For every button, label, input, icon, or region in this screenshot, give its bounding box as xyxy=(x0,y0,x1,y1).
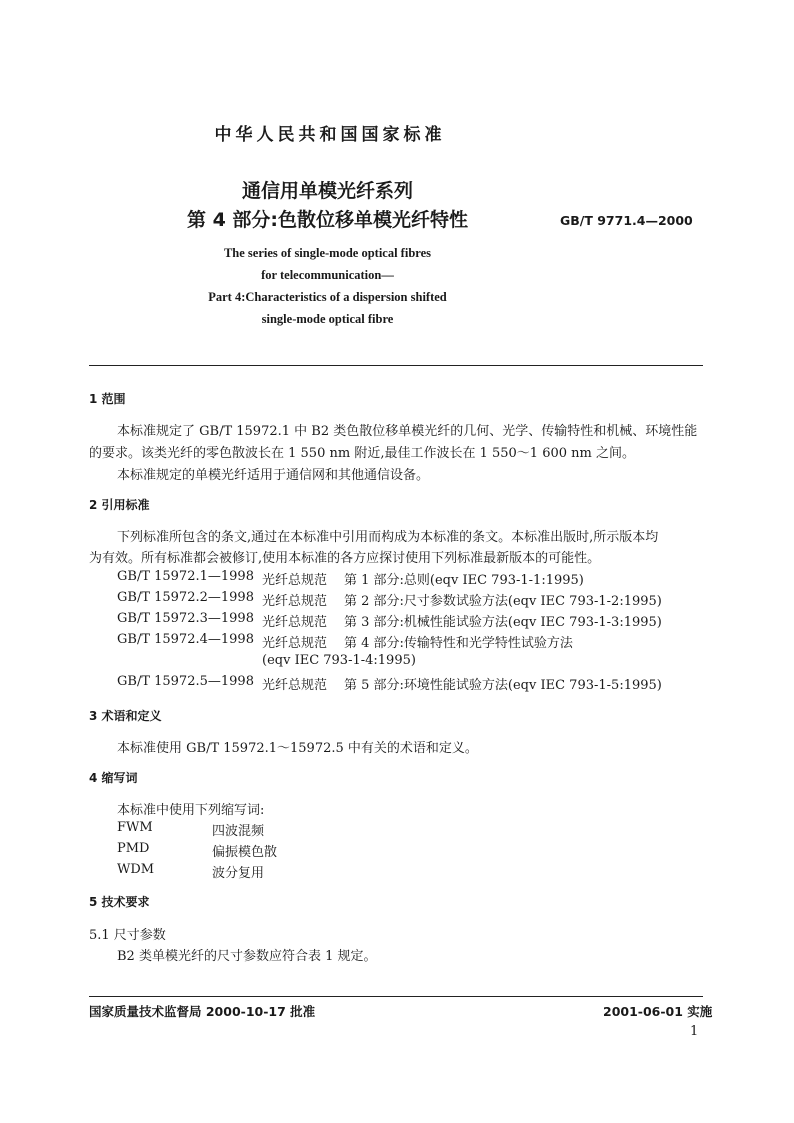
section-2-paragraph-line: 下列标准所包含的条文,通过在本标准中引用而构成为本标准的条文。本标准出版时,所示版本均 xyxy=(117,530,659,545)
document-title-line1: 通信用单模光纤系列 xyxy=(241,180,413,202)
document-title-line2: 第 4 部分:色散位移单模光纤特性 xyxy=(186,209,469,231)
reference-code: GB/T 15972.4—1998 xyxy=(117,632,254,647)
section-1-paragraph: 本标准规定的单模光纤适用于通信网和其他通信设备。 xyxy=(117,468,430,483)
english-title-line: Part 4:Characteristics of a dispersion shifted xyxy=(208,290,447,304)
english-title-line: The series of single-mode optical fibres xyxy=(223,246,432,260)
reference-part: 第 1 部分:总则(eqv IEC 793-1-1:1995) xyxy=(344,573,584,588)
implementation-date: 2001-06-01 实施 xyxy=(603,1004,713,1019)
section-4-intro: 本标准中使用下列缩写词: xyxy=(117,803,265,818)
section-1-paragraph-line: 本标准规定了 GB/T 15972.1 中 B2 类色散位移单模光纤的几何、光学、传输特性和机械、环境性能 xyxy=(117,424,698,439)
english-title-line: single-mode optical fibre xyxy=(261,312,394,326)
abbreviation-meaning: 波分复用 xyxy=(212,866,265,881)
section-5-heading: 5 技术要求 xyxy=(89,895,150,909)
header-divider xyxy=(89,365,703,366)
reference-code: GB/T 15972.2—1998 xyxy=(117,590,254,605)
reference-code: GB/T 15972.1—1998 xyxy=(117,569,254,584)
standard-number: GB/T 9771.4—2000 xyxy=(560,213,693,228)
section-1-paragraph-line: 的要求。该类光纤的零色散波长在 1 550 nm 附近,最佳工作波长在 1 550～1 600 nm 之间。 xyxy=(89,446,635,461)
section-1-heading: 1 范围 xyxy=(89,392,126,406)
section-3-paragraph: 本标准使用 GB/T 15972.1～15972.5 中有关的术语和定义。 xyxy=(117,741,478,756)
reference-name: 光纤总规范 xyxy=(262,678,328,693)
abbreviation-meaning: 偏振模色散 xyxy=(212,845,278,860)
reference-part: 第 5 部分:环境性能试验方法(eqv IEC 793-1-5:1995) xyxy=(344,678,662,693)
reference-name: 光纤总规范 xyxy=(262,573,328,588)
reference-name: 光纤总规范 xyxy=(262,615,328,630)
reference-name: 光纤总规范 xyxy=(262,636,328,651)
reference-code: GB/T 15972.5—1998 xyxy=(117,674,254,689)
footer-divider xyxy=(89,996,703,997)
reference-name: 光纤总规范 xyxy=(262,594,328,609)
national-standard-title: 中华人民共和国国家标准 xyxy=(214,125,446,145)
abbreviation-meaning: 四波混频 xyxy=(212,824,265,839)
abbreviation-term: PMD xyxy=(117,841,150,856)
abbreviation-term: FWM xyxy=(117,820,153,835)
abbreviation-term: WDM xyxy=(117,862,155,877)
section-4-heading: 4 缩写词 xyxy=(89,771,138,785)
section-2-paragraph-line: 为有效。所有标准都会被修订,使用本标准的各方应探讨使用下列标准最新版本的可能性。 xyxy=(89,551,601,566)
section-3-heading: 3 术语和定义 xyxy=(89,709,162,723)
section-5-1-paragraph: B2 类单模光纤的尺寸参数应符合表 1 规定。 xyxy=(117,949,377,964)
english-title-line: for telecommunication— xyxy=(261,268,394,282)
approval-statement: 国家质量技术监督局 2000-10-17 批准 xyxy=(89,1004,316,1019)
section-2-heading: 2 引用标准 xyxy=(89,498,150,512)
reference-part: 第 2 部分:尺寸参数试验方法(eqv IEC 793-1-2:1995) xyxy=(344,594,662,609)
reference-part: 第 4 部分:传输特性和光学特性试验方法 xyxy=(344,636,573,651)
reference-part-continued: (eqv IEC 793-1-4:1995) xyxy=(262,653,416,668)
reference-code: GB/T 15972.3—1998 xyxy=(117,611,254,626)
section-5-1-heading: 5.1 尺寸参数 xyxy=(89,928,166,943)
page-number: 1 xyxy=(690,1024,699,1039)
reference-part: 第 3 部分:机械性能试验方法(eqv IEC 793-1-3:1995) xyxy=(344,615,662,630)
